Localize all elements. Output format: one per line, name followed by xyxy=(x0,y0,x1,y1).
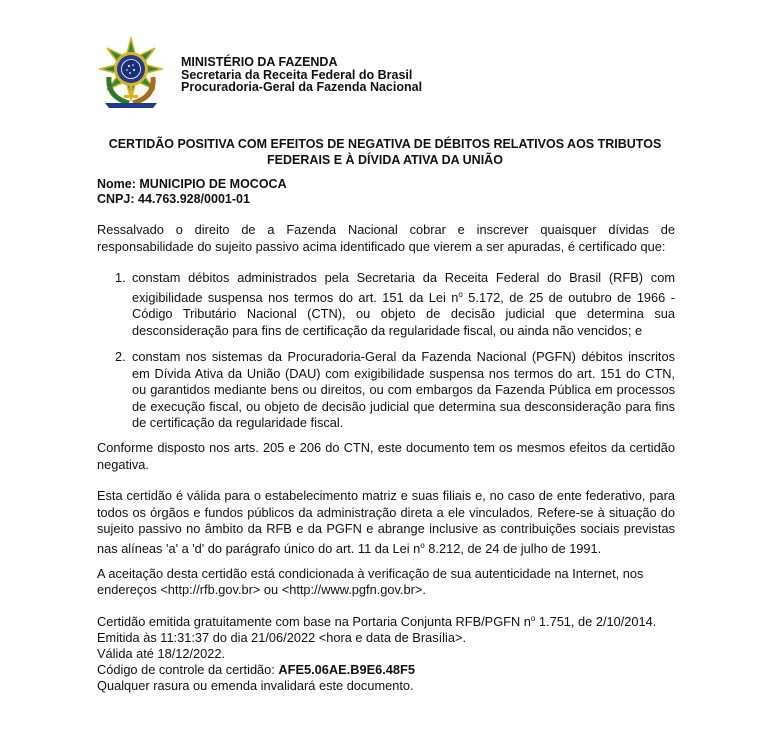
acceptance-line: A aceitação desta certidão está condicionada à verificação de sua autenticidade na Internet, nos xyxy=(97,566,644,581)
list-item xyxy=(115,349,675,432)
taxpayer-cnpj: 44.763.928/0001-01 xyxy=(138,192,250,206)
list-item-text xyxy=(132,270,675,338)
ordinal-superscript: o xyxy=(458,289,463,299)
emission-datetime: Emitida às 11:31:37 do dia 21/06/2022 <hora e data de Brasília>. xyxy=(97,630,467,645)
issuance-text-part: 1.751, de 2/10/2014. xyxy=(535,614,657,629)
valid-until: Válida até 18/12/2022. xyxy=(97,646,226,661)
issuance-text-part: Certidão emitida gratuitamente com base na Portaria Conjunta RFB/PGFN n xyxy=(97,614,531,629)
brazil-coat-of-arms-emblem xyxy=(99,37,163,109)
list-item-number: 1. xyxy=(115,270,126,285)
procuradoria-name: Procuradoria-Geral da Fazenda Nacional xyxy=(181,80,423,94)
control-code: AFE5.06AE.B9E6.48F5 xyxy=(278,662,415,677)
issuance-basis xyxy=(97,611,687,630)
taxpayer-name: MUNICIPIO DE MOCOCA xyxy=(139,177,287,191)
intro-paragraph: Ressalvado o direito de a Fazenda Nacional cobrar e inscrever quaisquer dívidas de responsabilidade do sujeito passivo acima identificado que vierem a ser apuradas, é certificado que: xyxy=(97,222,675,254)
secretariat-name: Secretaria da Receita Federal do Brasil xyxy=(181,67,413,82)
list-item xyxy=(115,270,675,339)
validity-paragraph xyxy=(97,488,675,557)
validity-text-part: 8.212, de 24 de julho de 1991. xyxy=(424,540,602,556)
list-item-number: 2. xyxy=(115,349,126,364)
taxpayer-cnpj-line xyxy=(97,192,287,207)
control-code-label: Código de controle da certidão: xyxy=(97,662,279,677)
name-label: Nome: xyxy=(97,177,136,191)
effects-paragraph: Conforme disposto nos arts. 205 e 206 do CTN, este documento tem os mesmos efeitos da certidão negativa. xyxy=(97,440,675,472)
acceptance-paragraph xyxy=(97,566,687,598)
validity-text-part: Esta certidão é válida para o estabelecimento matriz e suas filiais e, no caso de ente federativo, para todos os órgãos e fundos públicos da administração direta a ele vinculados. Refere-se à situação do sujeito passivo no âmbito da RFB e da PGFN e abrange inclusive as contribuições sociais previstas nas alíneas 'a' a 'd' do parágrafo único do art. 11 da Lei n xyxy=(97,488,675,556)
ministry-name: MINISTÉRIO DA FAZENDA xyxy=(181,55,338,69)
taxpayer-identification xyxy=(97,177,287,207)
issuer-header xyxy=(181,56,422,94)
acceptance-line: endereços <http://rfb.gov.br> ou <http://www.pgfn.gov.br>. xyxy=(97,582,426,597)
tamper-warning: Qualquer rasura ou emenda invalidará este documento. xyxy=(97,678,414,693)
list-item-text-part: 5.172, de 25 de outubro de 1966 - Código Tributário Nacional (CTN), ou objeto de decisão judicial que determina sua desconsideração para fins de certificação da regularidade fiscal, ou ainda não vencidos; e xyxy=(132,289,675,338)
issuance-block xyxy=(97,611,687,694)
cnpj-label: CNPJ: xyxy=(97,192,135,206)
certificate-title: CERTIDÃO POSITIVA COM EFEITOS DE NEGATIVA DE DÉBITOS RELATIVOS AOS TRIBUTOS FEDERAIS E À DÍVIDA ATIVA DA UNIÃO xyxy=(108,137,662,167)
control-code-line xyxy=(97,662,687,678)
list-item-text-part: constam débitos administrados pela Secretaria da Receita Federal do Brasil (RFB) com exigibilidade suspensa nos termos do art. 151 da Lei n xyxy=(132,270,675,305)
list-item-text: constam nos sistemas da Procuradoria-Geral da Fazenda Nacional (PGFN) débitos inscritos em Dívida Ativa da União (DAU) com exigibilidade suspensa nos termos do art. 151 do CTN, ou garantidos mediante bens ou direitos, ou com embargos da Fazenda Pública em processos de execução fiscal, ou objeto de decisão judicial que determina sua desconsideração para fins de certificação da regularidade fiscal. xyxy=(132,349,675,430)
ordinal-superscript: o xyxy=(530,614,536,623)
taxpayer-name-line xyxy=(97,177,287,192)
ordinal-superscript: o xyxy=(420,540,425,550)
